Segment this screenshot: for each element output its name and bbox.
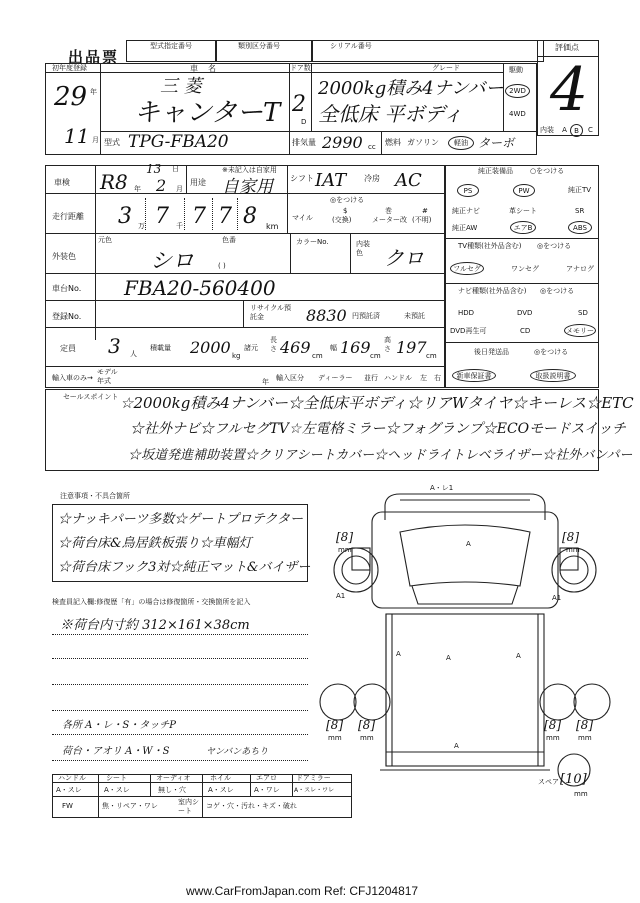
inspection-day-unit: 日: [172, 165, 179, 173]
height-value: 197: [396, 338, 427, 357]
notes-label: 注意事項・不具合箇所: [60, 492, 130, 500]
inspection-value: R8: [100, 170, 128, 194]
navi-type-note: ◎をつける: [540, 287, 575, 295]
usage-label: 用途: [190, 178, 206, 187]
mileage-d5: 8: [243, 204, 257, 229]
after-note: ◎をつける: [534, 348, 569, 356]
mile-label: マイル: [292, 214, 313, 222]
interior-grade-c: C: [588, 126, 593, 134]
inspection-day: 13: [146, 162, 162, 176]
first-reg-month-unit: 月: [92, 136, 99, 144]
grade-line-1: 2000kg積み4ナンバー: [318, 78, 504, 99]
tv-analog: アナログ: [566, 265, 594, 273]
inspector-line-1: ※荷台内寸約 312×161×38cm: [60, 618, 250, 633]
mileage-unit-sen: 千: [176, 222, 183, 230]
tread-rear-right-2: [8]: [576, 718, 593, 732]
legend-r2c1: FW: [62, 802, 73, 810]
navi-cd: CD: [520, 327, 531, 335]
interior-grade-a: A: [562, 126, 567, 134]
legend-r1c5: A・ワレ: [254, 786, 280, 794]
color-label: 外装色: [52, 252, 76, 261]
recycle-unpaid: 未預託: [404, 312, 425, 320]
recycle-unit: 円預託済: [352, 312, 380, 320]
diagram-mark-top: A・レ1: [430, 484, 454, 492]
drive-2wd: 2WD: [505, 84, 530, 98]
legend-h5: エアロ: [256, 774, 277, 782]
length-unit: cm: [312, 352, 323, 360]
capacity-unit: 人: [130, 350, 137, 358]
equipment-note: ○をつける: [530, 167, 565, 175]
load-unit: kg: [232, 352, 241, 360]
legend-r1c3: 無し・穴: [158, 786, 186, 794]
legend-r1c4: A・スレ: [208, 786, 234, 794]
tv-oneseg: ワンセグ: [511, 265, 539, 273]
fuel-gasoline: ガソリン: [407, 138, 439, 147]
import-handle-label: ハンドル: [384, 374, 412, 382]
tread-rear-left-2: [8]: [358, 718, 375, 732]
displacement-label: 排気量: [292, 138, 316, 147]
legend-r2c3: 室内シート: [178, 798, 199, 815]
sales-point-line-1: ☆2000kg積み4ナンバー☆全低床平ボディ☆リアWタイヤ☆キーレス☆ETC: [120, 394, 634, 412]
length-value: 469: [280, 338, 311, 357]
serial-number-label: シリアル番号: [330, 42, 372, 50]
mileage-opt3-label: (不明): [412, 216, 432, 224]
import-type-label: 輸入区分: [276, 374, 304, 382]
import-parallel: 並行: [364, 374, 378, 382]
legend-r1c1: A・スレ: [56, 786, 82, 794]
mileage-unit-man: 万: [138, 222, 145, 230]
mileage-unit: km: [266, 222, 279, 231]
interior-grade-b: B: [570, 124, 583, 137]
fuel-label: 燃料: [385, 138, 401, 147]
legend-h1: ハンドル: [58, 774, 86, 782]
equip-aw: 純正AW: [452, 224, 478, 232]
original-color-label: 元色: [98, 236, 112, 244]
mileage-opt1-symbol: $: [343, 207, 348, 215]
import-dealer: ディーラー: [318, 374, 353, 382]
first-reg-label: 初年度登録: [52, 64, 87, 72]
tread-rear-left-1: [8]: [326, 718, 343, 732]
legend-h2: シート: [106, 774, 127, 782]
length-label: 長さ: [270, 336, 277, 353]
equipment-title: 純正装備品: [478, 167, 513, 175]
first-reg-year-unit: 年: [90, 88, 97, 96]
class-number-label: 類別区分番号: [238, 42, 280, 50]
approval-number-label: 型式指定番号: [150, 42, 192, 50]
equip-ps: PS: [457, 184, 479, 197]
equip-pw: PW: [513, 184, 535, 197]
load-value: 2000: [190, 338, 231, 357]
displacement-unit: cc: [368, 143, 376, 151]
width-label: 幅: [330, 344, 337, 352]
drive-4wd: 4WD: [509, 110, 526, 118]
width-unit: cm: [370, 352, 381, 360]
sales-point-line-3: ☆坂道発進補助装置☆クリアシートカバー☆ヘッドライトレベライザー☆社外バンパー: [128, 448, 633, 463]
shift-label: シフト: [290, 174, 314, 183]
diagram-mark-a-3: A: [396, 650, 401, 658]
mileage-circle-note: ◎をつける: [330, 196, 365, 204]
first-reg-month: 11: [64, 124, 90, 148]
equip-navi: 純正ナビ: [452, 207, 480, 215]
mileage-opt1-label: (交換): [332, 216, 352, 224]
navi-type-title: ナビ種類(社外品含む): [458, 287, 527, 295]
tv-type-note: ◎をつける: [537, 242, 572, 250]
width-value: 169: [340, 338, 371, 357]
legend-h4: ホイル: [210, 774, 231, 782]
tread-rear-left-2-unit: mm: [360, 734, 374, 742]
mileage-opt2-symbol: 巻: [385, 207, 392, 215]
doors-suffix: D: [301, 118, 307, 126]
grade-label: グレード: [432, 64, 460, 72]
after-new-shaken: 新車保証書: [452, 369, 496, 382]
equip-sr: SR: [575, 207, 585, 215]
chassis-value: FBA20-560400: [124, 276, 276, 300]
inspector-line-2: 各所 A・レ・S・タッチP: [62, 720, 176, 731]
navi-hdd: HDD: [458, 309, 475, 317]
recycle-label: リサイクル預託金: [250, 304, 292, 321]
navi-dvd-player: DVD再生可: [450, 327, 487, 335]
ac-value: AC: [395, 170, 422, 191]
car-name-label: 車名: [190, 64, 226, 73]
ac-label: 冷房: [364, 174, 380, 183]
chassis-label: 車台No.: [52, 284, 82, 293]
model-year-label: モデル年式: [97, 368, 118, 385]
drive-label: 駆動: [509, 66, 523, 74]
legend-h6: ドアミラー: [296, 774, 331, 782]
capacity-label: 定員: [60, 344, 76, 353]
height-unit: cm: [426, 352, 437, 360]
notes-line-3: ☆荷台床フック3対☆純正マット&バイザー: [58, 560, 311, 575]
diagram-mark-a-5: A: [454, 742, 459, 750]
spare-value: [10]: [560, 772, 587, 787]
legend-r1c6: A・スレ・ワレ: [294, 787, 335, 794]
diagram-mark-a1-right: A1: [552, 594, 562, 602]
legend-r2c4: コゲ・穴・汚れ・キズ・破れ: [206, 802, 297, 810]
inspection-year-unit: 年: [134, 185, 141, 193]
capacity-value: 3: [108, 334, 121, 358]
interior-grade-label: 内装: [540, 126, 554, 134]
diagram-mark-a-1: A: [466, 540, 471, 548]
doors-value: 2: [292, 92, 306, 117]
sales-point-line-2: ☆社外ナビ☆フルセグTV☆左電格ミラー☆フォグランプ☆ECOモードスイッチ: [130, 421, 626, 437]
inspector-label: 検査員記入欄:修復歴「有」の場合は修復箇所・交換箇所を記入: [52, 598, 251, 606]
inspection-month-unit: 月: [176, 185, 183, 193]
sheet-title: 出品票: [68, 48, 120, 66]
height-label: 高さ: [384, 336, 391, 353]
legend-h3: オーディオ: [156, 774, 191, 782]
diagram-mark-a-2: A: [446, 654, 451, 662]
spare-label: スペア: [538, 778, 559, 786]
navi-memory: メモリー: [564, 324, 596, 337]
tread-front-left: [8]: [336, 530, 353, 544]
inspection-month: 2: [156, 176, 167, 195]
tv-fullseg: フルセグ: [450, 262, 484, 275]
mileage-opt3-symbol: #: [422, 207, 428, 215]
equip-abs: ABS: [568, 221, 592, 234]
type-label: 型式: [104, 138, 120, 147]
interior-color-label: 内装色: [356, 240, 370, 257]
legend-r1c2: A・スレ: [104, 786, 130, 794]
recycle-value: 8830: [306, 306, 347, 325]
grade-value: 4: [550, 55, 589, 125]
sales-points-label: セールスポイント: [63, 393, 119, 401]
dims-label: 諸元: [244, 344, 258, 352]
import-label: 輸入車のみ→: [52, 374, 93, 382]
color-no-field-label: カラーNo.: [296, 238, 329, 246]
spare-unit: mm: [574, 790, 588, 798]
legend-r2c2: 焦・リペア・ワレ: [102, 802, 158, 810]
usage-note: ※未記入は自家用: [222, 166, 277, 174]
inspector-line-3: 荷台・アオリ A・W・S: [62, 746, 170, 757]
tread-rear-right-2-unit: mm: [578, 734, 592, 742]
model-name: キャンターT: [134, 98, 281, 128]
grade-box-label: 評価点: [555, 43, 579, 52]
model-year-unit: 年: [262, 378, 269, 386]
equip-airbag: エアB: [510, 221, 536, 234]
equip-tv: 純正TV: [568, 186, 592, 194]
tv-type-title: TV種類(社外品含む): [458, 242, 522, 250]
navi-sd: SD: [578, 309, 588, 317]
diagram-mark-a1: A1: [336, 592, 346, 600]
notes-line-2: ☆荷台床&鳥居鉄板張り☆車幅灯: [58, 536, 252, 551]
mileage-d2: 7: [155, 204, 169, 229]
type-code: TPG-FBA20: [128, 132, 229, 152]
grade-line-2: 全低床 平ボディ: [318, 102, 463, 126]
color-number-label: 色番: [222, 236, 236, 244]
import-right: 右: [434, 374, 441, 382]
tread-front-right-unit: mm: [566, 546, 580, 554]
inspection-label: 車検: [54, 178, 70, 187]
interior-color-value: クロ: [384, 246, 424, 270]
after-title: 後日発送品: [474, 348, 509, 356]
tread-rear-left-1-unit: mm: [328, 734, 342, 742]
shift-value: IAT: [315, 170, 347, 191]
doors-label: ドア数: [290, 64, 311, 72]
fuel-diesel: 軽油: [448, 136, 474, 150]
color-paren: ( ): [218, 262, 226, 270]
mileage-d1: 3: [118, 204, 132, 229]
color-value: シロ: [150, 249, 195, 274]
usage-value: 自家用: [222, 177, 273, 197]
first-reg-year: 29: [54, 82, 88, 112]
import-left: 左: [420, 374, 427, 382]
maker: 三 菱: [160, 76, 202, 97]
registration-label: 登録No.: [52, 312, 82, 321]
mileage-d3: 7: [192, 204, 206, 229]
mileage-label: 走行距離: [52, 212, 84, 221]
inspector-line-3b: ヤンバンあちり: [206, 747, 269, 757]
load-label: 積載量: [150, 344, 171, 352]
footer-reference: www.CarFromJapan.com Ref: CFJ1204817: [186, 884, 419, 898]
tread-front-left-unit: mm: [338, 546, 352, 554]
fuel-turbo: ターボ: [478, 136, 515, 150]
mileage-d4: 7: [218, 204, 232, 229]
tread-rear-right-1: [8]: [544, 718, 561, 732]
tread-front-right: [8]: [562, 530, 579, 544]
diagram-mark-a-4: A: [516, 652, 521, 660]
equip-leather: 革シート: [509, 207, 537, 215]
notes-line-1: ☆ナッキパーツ多数☆ゲートプロテクター: [58, 512, 304, 527]
mileage-opt2-label: メーター改: [372, 216, 407, 224]
tread-rear-right-1-unit: mm: [546, 734, 560, 742]
displacement-value: 2990: [322, 133, 363, 152]
after-manual: 取扱説明書: [530, 369, 576, 382]
navi-dvd: DVD: [517, 309, 533, 317]
